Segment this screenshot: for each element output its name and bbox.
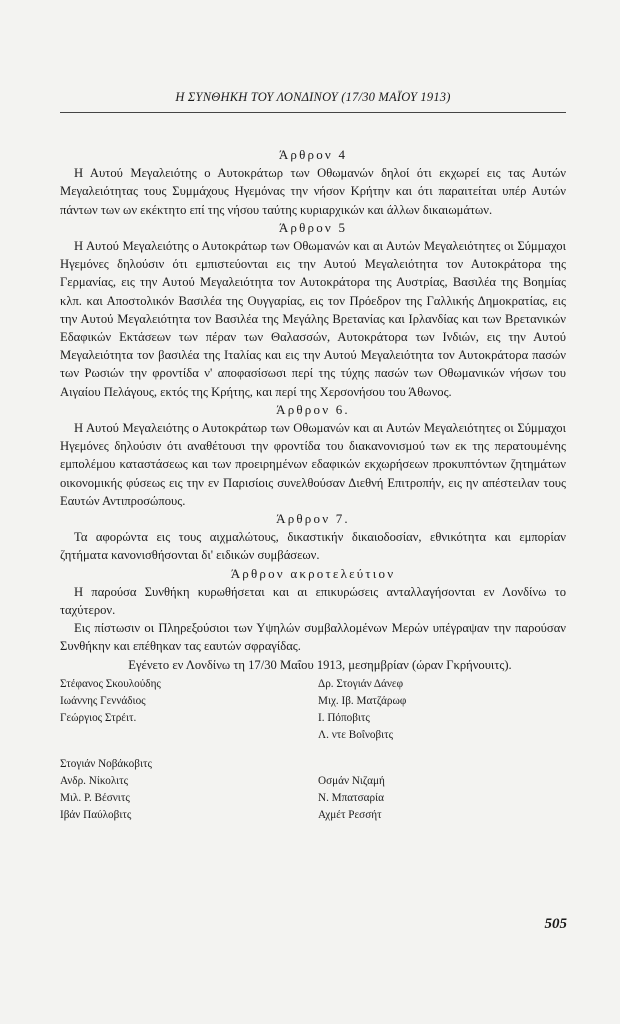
signature-name: Μιχ. Ιβ. Ματζάρωφ bbox=[318, 694, 407, 707]
signature-name: Δρ. Στογιάν Δάνεφ bbox=[318, 677, 404, 690]
signature-name: Ιωάννης Γεννάδιος bbox=[60, 694, 146, 707]
signature-name: Ν. Μπατσαρία bbox=[318, 791, 384, 804]
signature-name: Οσμάν Νιζαμή bbox=[318, 774, 385, 787]
signatures-group-1 bbox=[60, 676, 566, 746]
signatures-group-2 bbox=[60, 756, 566, 826]
signatures-left-col-2 bbox=[60, 756, 152, 824]
signature-name: Στογιάν Νοβάκοβιτς bbox=[60, 757, 152, 770]
signature-name: Μιλ. Ρ. Βέσνιτς bbox=[60, 791, 130, 804]
signature-name: Λ. ντε Βοΐνοβιτς bbox=[318, 728, 394, 741]
final-article-text: Η παρούσα Συνθήκη κυρωθήσεται και αι επικυρώσεις ανταλλαγήσονται εν Λονδίνω το ταχύτερον. bbox=[60, 584, 566, 618]
signature-name: Ι. Πόποβιτς bbox=[318, 711, 370, 724]
signature-name: Ανδρ. Νίκολιτς bbox=[60, 774, 129, 787]
article-6-heading: Άρθρον 6. bbox=[276, 401, 350, 417]
final-article-text-2: Εις πίστωσιν οι Πληρεξούσιοι των Υψηλών συμβαλλομένων Μερών υπέγραψαν την παρούσαν Συνθήκην και επέθηκαν τας εαυτών σφραγίδας. bbox=[60, 621, 566, 654]
article-5-text: Η Αυτού Μεγαλειότης ο Αυτοκράτωρ των Οθωμανών και αι Αυτών Μεγαλειότητες οι Σύμμαχοι Ηγεμόνες δηλούσιν ότι εμπιστεύονται εις την Αυτού Μεγαλειότητα τον Αυτοκράτορα της Γερμανίας, εις την Αυτού Μεγαλειότητα τον Αυτοκράτορα της Αυστρίας, Βασιλέα της Βοημίας κλπ. και Αποστολικόν Βασιλέα της Ουγγαρίας, εις τον Πρόεδρον της Γαλλικής Δημοκρατίας, εις την Αυτού Μεγαλειότητα τον Βασιλέα της Μεγάλης Βρετανίας και Ιρλανδίας και των Βρετανικών Εδαφικών Εκτάσεων των πέραν των Θαλασσών, Αυτοκράτορα των Ινδιών, εις την Αυτού Μεγαλειότητα τον βασιλέα της Ιταλίας και εις την Αυτού Μεγαλειότητα τον Αυτοκράτορα πασών των Ρωσιών την φροντίδα ν' αποφασίσωσι περί της τύχης πασών των Οθωμανικών νήσων του Αιγαίου Πελάγους, εκτός της Κρήτης, και περί της Χερσονήσου του Άθωνος. bbox=[60, 239, 566, 399]
page-number: 505 bbox=[544, 916, 567, 932]
signature-name: Αχμέτ Ρεσσήτ bbox=[318, 808, 382, 821]
signatures-left-col-1 bbox=[60, 676, 161, 727]
final-article-heading: Άρθρον ακροτελεύτιον bbox=[230, 565, 396, 581]
signature-name: Ιβάν Παύλοβιτς bbox=[60, 808, 132, 821]
article-5-heading: Άρθρον 5 bbox=[278, 219, 348, 235]
header-rule bbox=[60, 112, 566, 113]
signatures-right-col-2 bbox=[318, 773, 385, 824]
running-head: Η ΣΥΝΘΗΚΗ ΤΟΥ ΛΟΝΔΙΝΟΥ (17/30 ΜΑΪΟΥ 1913) bbox=[175, 90, 451, 104]
article-7-text: Τα αφορώντα εις τους αιχμαλώτους, δικαστικήν δικαιοδοσίαν, εθνικότητα και εμπορίαν ζητήματα κανονισθήσονται δι' ειδικών συμβάσεων. bbox=[60, 530, 566, 563]
article-6-text: Η Αυτού Μεγαλειότης ο Αυτοκράτωρ των Οθωμανών και αι Αυτών Μεγαλειότητες οι Σύμμαχοι Ηγεμόνες δηλούσιν ότι αναθέτουσι την φροντίδα του διακανονισμού των εκ της περατουμένης εμπολέμου καταστάσεως και των προειρημένων εδαφικών εκχωρήσεων προκυπτόντων ζητημάτων οικονομικής φύσεως εις την εν Παρισίοις συνελθούσαν Διεθνή Επιτροπήν, εις ην απέστειλαν τους Εαυτών Αντιπροσώπους. bbox=[60, 421, 566, 508]
date-line: Εγένετο εν Λονδίνω τη 17/30 Μαΐου 1913, μεσημβρίαν (ώραν Γκρήνουιτς). bbox=[128, 657, 512, 672]
article-4-text: Η Αυτού Μεγαλειότης ο Αυτοκράτωρ των Οθωμανών δηλοί ότι εκχωρεί εις τας Αυτών Μεγαλειότητας τους Συμμάχους Ηγεμόνας την νήσον Κρήτην και ότι παραιτείται υπέρ Αυτών πάντων των ων εκέκτητο επί της νήσου ταύτης κυριαρχικών και άλλων δικαιωμάτων. bbox=[60, 166, 566, 217]
article-4-heading: Άρθρον 4 bbox=[278, 147, 348, 162]
document-body bbox=[60, 146, 566, 826]
signature-name: Γεώργιος Στρέιτ. bbox=[60, 711, 137, 724]
article-7-heading: Άρθρον 7. bbox=[276, 511, 350, 527]
signature-name: Στέφανος Σκουλούδης bbox=[60, 677, 161, 690]
signatures-right-col-1 bbox=[318, 676, 406, 744]
